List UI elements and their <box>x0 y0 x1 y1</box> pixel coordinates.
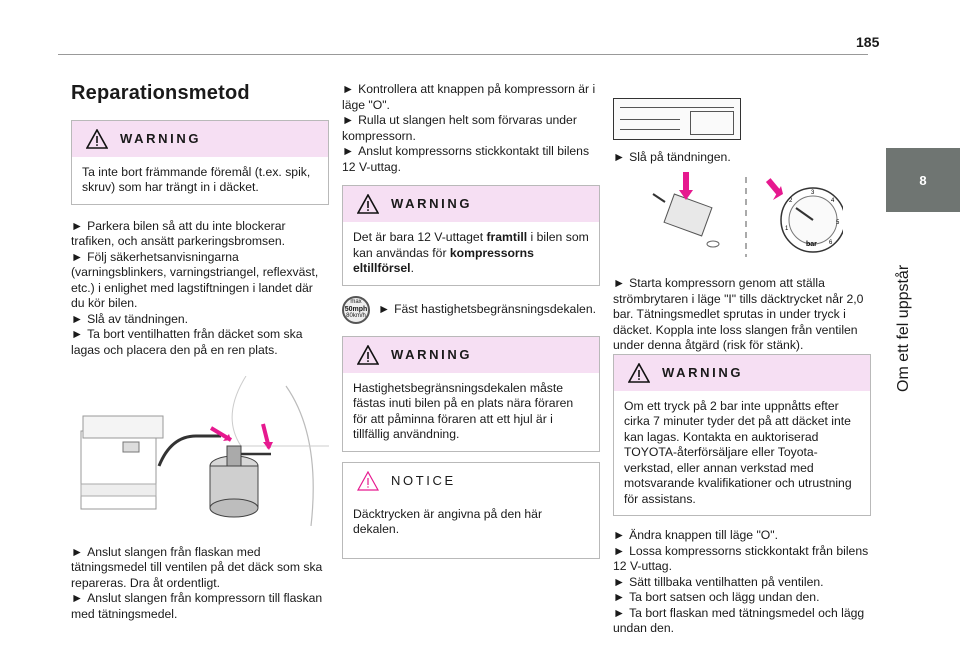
list-item: ► Fäst hastighetsbegränsningsdekalen. <box>378 301 596 316</box>
warning-box-4 <box>613 354 871 517</box>
list-item: ► Slå på tändningen. <box>613 150 731 164</box>
gauge-tick: 5 <box>836 219 840 226</box>
warning-text: Det är bara 12 V-uttaget framtill i bilen som kan användas för kompressorns eltillförsel. <box>353 230 589 275</box>
speed-sticker-step <box>342 296 600 324</box>
warning-box-3 <box>342 336 600 452</box>
list-item: ► Anslut slangen från flaskan med tätningsmedel till ventilen på det däck som ska repareras. Dra åt ordentligt. <box>71 544 323 590</box>
steps-list <box>342 82 600 175</box>
list-item: ► Följ säkerhetsanvisningarna (varningsblinkers, varningstriangel, reflexväst, etc.) i enlighet med lagstiftningen i landet där du kör bilen. <box>71 249 319 310</box>
list-item: ► Ta bort ventilhatten från däcket som ska lagas och placera den på en ren plats. <box>71 327 303 357</box>
warning-label: WARNING <box>120 130 202 146</box>
warning-triangle-icon <box>357 345 379 365</box>
gauge-tick: 3 <box>811 189 815 196</box>
top-rule <box>58 54 868 55</box>
compressor-illustration <box>71 376 329 526</box>
ignition-gauge-illustration <box>613 172 843 262</box>
warning-text: Hastighetsbegränsningsdekalen måste fästas inuti bilen på en plats nära föraren för att påminna föraren att ett hjul är i tillfällig användning. <box>353 380 574 441</box>
gauge-tick: 2 <box>789 197 793 204</box>
list-item: ► Ändra knappen till läge "O". <box>613 528 778 542</box>
list-item: ► Anslut kompressorns stickkontakt till bilens 12 V-uttag. <box>342 144 590 174</box>
warning-label: WARNING <box>391 346 473 362</box>
section-title: Reparationsmetod <box>71 82 250 104</box>
steps-list <box>71 219 329 359</box>
warning-triangle-icon <box>357 194 379 214</box>
gauge-tick: 6 <box>829 239 833 246</box>
list-item: ► Sätt tillbaka ventilhatten på ventilen. <box>613 574 824 589</box>
list-item: ► Kontrollera att knappen på kompressorn är i läge "O". <box>342 82 596 112</box>
notice-triangle-icon <box>357 471 379 491</box>
steps-list <box>71 545 329 623</box>
gauge-unit: bar <box>806 240 817 248</box>
page-number: 185 <box>856 34 880 50</box>
column-2 <box>342 82 600 569</box>
steps-list <box>613 528 871 637</box>
list-item: ► Ta bort flaskan med tätningsmedel och lägg undan den. <box>613 605 865 635</box>
warning-triangle-icon <box>628 363 650 383</box>
chapter-title: Om ett fel uppstår <box>895 264 912 392</box>
speed-limit-badge-icon: max 50mph 80km/h <box>342 296 370 324</box>
list-item: ► Rulla ut slangen helt som förvaras under kompressorn. <box>342 113 577 143</box>
chapter-tab[interactable]: 8 <box>886 148 960 212</box>
gauge-tick: 1 <box>785 225 789 232</box>
tyre-pressure-label-illustration <box>613 98 741 140</box>
list-item: ► Anslut slangen från kompressorn till flaskan med tätningsmedel. <box>71 591 323 621</box>
warning-label: WARNING <box>391 196 473 212</box>
notice-label: NOTICE <box>391 472 456 488</box>
notice-text: Däcktrycken är angivna på den här dekalen. <box>353 506 543 536</box>
gauge-tick: 4 <box>831 197 835 204</box>
column-1 <box>71 82 329 632</box>
warning-box-2 <box>342 185 600 286</box>
warning-label: WARNING <box>662 364 744 380</box>
warning-text: Om ett tryck på 2 bar inte uppnåtts efter cirka 7 minuter tyder det på att däcket inte kan lagas. Kontakta en auktoriserad TOYOTA-återförsäljare eller Toyota-verkstad, eller annan verkstad med motsvarande kvalifikationer och utrustning för assistans. <box>624 398 852 506</box>
warning-triangle-icon <box>86 129 108 149</box>
list-item: ► Lossa kompressorns stickkontakt från bilens 12 V-uttag. <box>613 543 869 573</box>
notice-box <box>342 462 600 559</box>
list-item: ► Ta bort satsen och lägg undan den. <box>613 590 820 604</box>
list-item: ► Parkera bilen så att du inte blockerar trafiken, och ansätt parkeringsbromsen. <box>71 218 286 248</box>
column-3 <box>613 82 871 647</box>
list-item: ► Starta kompressorn genom att ställa strömbrytaren i läge "I" tills däcktrycket når 2,0 bar. Tätningsmedlet sprutas in under tryck i däcket. Koppla inte loss slangen från ventilen under denna åtgärd (risk för stänk). <box>613 276 864 352</box>
warning-box-1 <box>71 120 329 205</box>
list-item: ► Slå av tändningen. <box>71 311 189 326</box>
warning-text: Ta inte bort främmande föremål (t.ex. spik, skruv) som har trängt in i däcket. <box>82 164 311 194</box>
